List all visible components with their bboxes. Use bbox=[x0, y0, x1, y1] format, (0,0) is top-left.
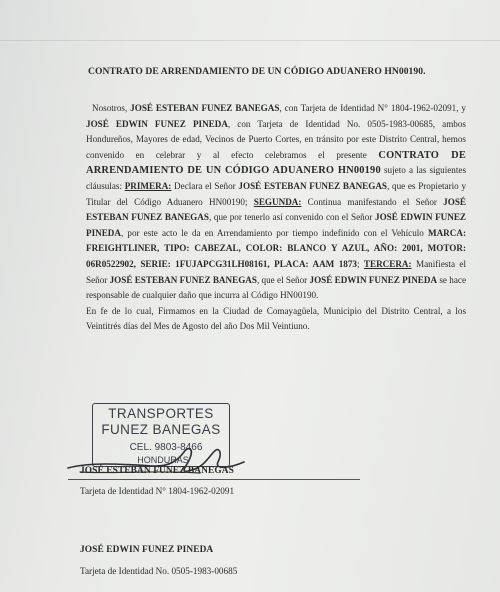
contract-title: CONTRATO DE ARRENDAMIENTO DE UN CÓDIGO ADUANERO HN00190. bbox=[88, 66, 426, 77]
contract-name: CONTRATO DE ARRENDAMIENTO DE UN CÓDIGO ADUANERO HN00190 bbox=[86, 149, 467, 177]
signature-line bbox=[68, 479, 360, 480]
clause-tercera: TERCERA: bbox=[363, 258, 412, 269]
signatory-1-id: Tarjeta de Identidad N° 1804-1962-02091 bbox=[80, 486, 235, 496]
clause-primera: PRIMERA: bbox=[124, 180, 172, 191]
signatory-2-id: Tarjeta de Identidad No. 0505-1983-00685 bbox=[80, 566, 238, 576]
signatory-1-name: JOSÉ ESTEBAN FUNEZ BANEGAS bbox=[80, 466, 234, 476]
party-name: JOSÉ EDWIN FUNEZ PINEDA bbox=[86, 212, 466, 238]
signatory-2-name: JOSÉ EDWIN FUNEZ PINEDA bbox=[80, 545, 214, 555]
vehicle-details: MARCA: FREIGHTLINER, TIPO: CABEZAL, COLOR: BLANCO Y AZUL, AÑO: 2001, MOTOR: 06R0522902, SERIE: 1FUJAPCG31LH08161, PLACA: AAM 1873 bbox=[86, 227, 466, 269]
stamp-line-3: CEL. 9803-8466 bbox=[129, 442, 203, 453]
party-name: JOSÉ ESTEBAN FUNEZ BANEGAS bbox=[109, 274, 257, 285]
party-name: JOSÉ EDWIN FUNEZ PINEDA bbox=[309, 274, 438, 285]
stamp-line-1: TRANSPORTES bbox=[108, 406, 214, 421]
clause-segunda: SEGUNDA: bbox=[253, 196, 302, 207]
contract-paragraph-closing: En fe de lo cual, Firmamos en la Ciudad de Comayagüela, Municipio del Distrito Central, a los Veintitrés días del Mes de Agosto del año Dos Mil Veintiuno. bbox=[86, 305, 466, 332]
stamp-line-2: FUNEZ BANEGAS bbox=[101, 422, 221, 437]
stamp-line-4: HONDURAS bbox=[137, 455, 189, 465]
contract-body bbox=[86, 101, 466, 335]
handwritten-signature bbox=[60, 440, 260, 490]
party-name: JOSÉ ESTEBAN FUNEZ BANEGAS bbox=[130, 103, 280, 113]
paper-fold-line bbox=[0, 40, 500, 41]
party-name: JOSÉ EDWIN FUNEZ PINEDA bbox=[86, 118, 228, 129]
party-name: JOSÉ ESTEBAN FUNEZ BANEGAS bbox=[86, 196, 466, 223]
contract-paragraph-clauses: Nosotros, JOSÉ ESTEBAN FUNEZ BANEGAS, con Tarjeta de Identidad N° 1804-1962-02091, y JOSÉ EDWIN FUNEZ PINEDA, con Tarjeta de Identidad No. 0505-1983-00685, ambos Hondureños, Mayores de edad, Vecinos de Puerto Cortes, en tránsito por este Distrito Central, hemos convenido en celebrar y al efecto celebramos el presente CONTRATO DE ARRENDAMIENTO DE UN CÓDIGO ADUANERO HN00190 sujeto a las siguientes cláusulas: PRIMERA: Declara el Señor JOSÉ ESTEBAN FUNEZ BANEGAS, que es Propietario y Titular del Código Aduanero HN00190; SEGUNDA: Continua manifestando el Señor JOSÉ ESTEBAN FUNEZ BANEGAS, que por tenerlo así convenido con el Señor JOSÉ EDWIN FUNEZ PINEDA, por este acto le da en Arrendamiento por tiempo indefinido con el Vehículo MARCA: FREIGHTLINER, TIPO: CABEZAL, COLOR: BLANCO Y AZUL, AÑO: 2001, MOTOR: 06R0522902, SERIE: 1FUJAPCG31LH08161, PLACA: AAM 1873; TERCERA: Manifiesta el Señor JOSÉ ESTEBAN FUNEZ BANEGAS, que el Señor JOSÉ EDWIN FUNEZ PINEDA se hace responsable de cualquier daño que incurra al Código HN00190. bbox=[86, 103, 467, 301]
party-name: JOSÉ ESTEBAN FUNEZ BANEGAS bbox=[238, 180, 388, 191]
